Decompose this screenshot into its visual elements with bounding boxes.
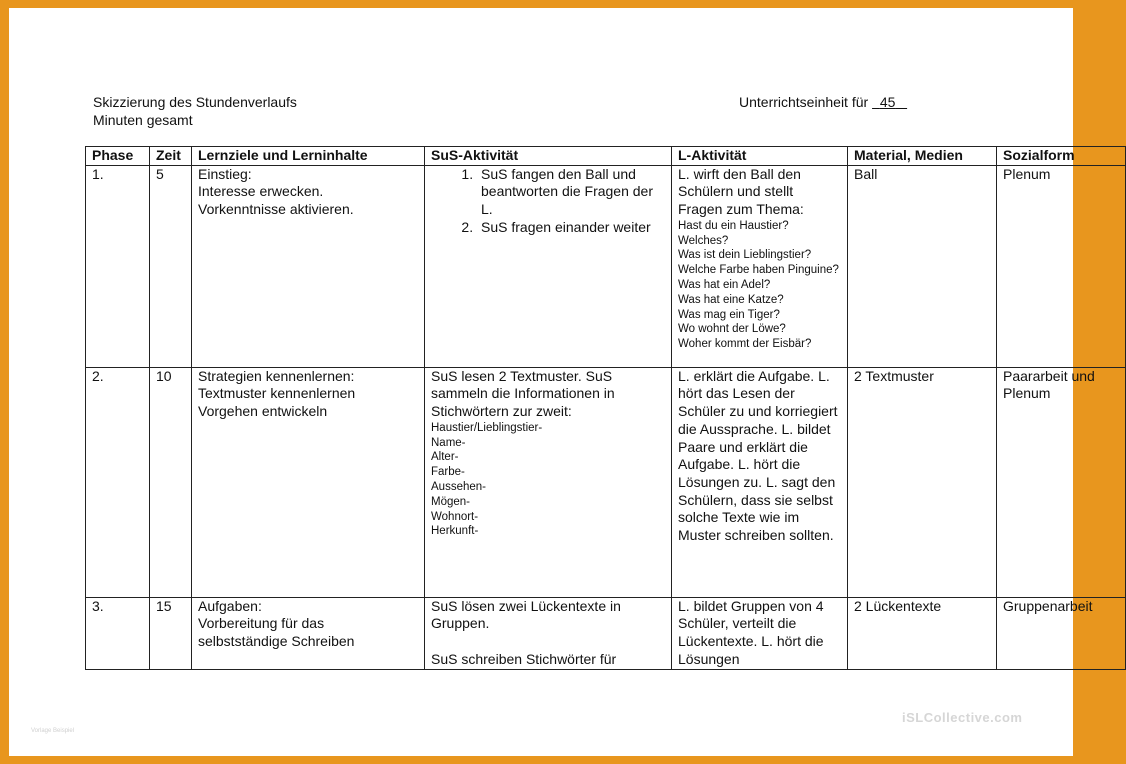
lernziele-cell: Strategien kennenlernen: Textmuster kennenlernen Vorgehen entwickeln bbox=[192, 367, 425, 597]
lernziele-cell: Aufgaben: Vorbereitung für das selbstständige Schreiben bbox=[192, 597, 425, 669]
watermark-logo: iSLCollective.com bbox=[902, 710, 1023, 725]
column-header: L-Aktivität bbox=[672, 147, 848, 166]
phase-cell: 2. bbox=[86, 367, 150, 597]
zeit-cell: 5 bbox=[150, 165, 192, 367]
table-header-row bbox=[86, 147, 1126, 166]
teacher-questions: Hast du ein Haustier? Welches? Was ist dein Lieblingstier? Welche Farbe haben Pinguine? Was hat ein Adel? Was hat eine Katze? Was mag ein Tiger? Wo wohnt der Löwe? Woher kommt der Eisbär? bbox=[678, 219, 839, 351]
document-page bbox=[9, 8, 1095, 756]
phase-cell: 3. bbox=[86, 597, 150, 669]
zeit-cell: 10 bbox=[150, 367, 192, 597]
zeit-cell: 15 bbox=[150, 597, 192, 669]
column-header: Zeit bbox=[150, 147, 192, 166]
lernziele-cell: Einstieg: Interesse erwecken. Vorkenntnisse aktivieren. bbox=[192, 165, 425, 367]
table-row bbox=[86, 597, 1126, 669]
heading-line-1: Skizzierung des Stundenverlaufs bbox=[93, 94, 297, 110]
l-activity-cell: L. erklärt die Aufgabe. L. hört das Lesen der Schüler zu und korriegiert die Aussprache. L. bildet Paare und erklärt die Aufgabe. L. hört die Lösungen zu. L. sagt den Schülern, dass sie selbst solche Texte wie im Muster schreiben sollten. bbox=[672, 367, 848, 597]
lesson-plan-table bbox=[85, 146, 1126, 670]
unit-duration bbox=[739, 93, 907, 111]
material-cell: 2 Textmuster bbox=[848, 367, 997, 597]
material-cell: Ball bbox=[848, 165, 997, 367]
table-row bbox=[86, 165, 1126, 367]
lesson-plan-table-wrapper bbox=[85, 146, 1095, 668]
l-activity-cell: L. wirft den Ball den Schülern und stellt Fragen zum Thema: Hast du ein Haustier? Welches? Was ist dein Lieblingstier? Welche Farbe haben Pinguine? Was hat ein Adel? Was hat eine Katze? Was mag ein Tiger? Wo wohnt der Löwe? Woher kommt der Eisbär? bbox=[672, 165, 848, 367]
column-header: Sozialform bbox=[997, 147, 1126, 166]
sus-activity-list bbox=[431, 166, 665, 237]
column-header: Lernziele und Lerninhalte bbox=[192, 147, 425, 166]
list-item: 2. SuS fragen einander weiter bbox=[477, 219, 665, 237]
phase-cell: 1. bbox=[86, 165, 150, 367]
sozialform-cell: Paararbeit und Plenum bbox=[997, 367, 1126, 597]
sus-activity-cell: SuS lösen zwei Lückentexte in Gruppen. SuS schreiben Stichwörter für bbox=[425, 597, 672, 669]
column-header: SuS-Aktivität bbox=[425, 147, 672, 166]
material-cell: 2 Lückentexte bbox=[848, 597, 997, 669]
sus-activity-cell: SuS lesen 2 Textmuster. SuS sammeln die Informationen in Stichwörtern zur zweit: Haustier/Lieblingstier- Name- Alter- Farbe- Aussehen- Mögen- Wohnort- Herkunft- bbox=[425, 367, 672, 597]
column-header: Material, Medien bbox=[848, 147, 997, 166]
sozialform-cell: Gruppenarbeit bbox=[997, 597, 1126, 669]
watermark-small: Vorlage Beispiel bbox=[31, 728, 75, 734]
sozialform-cell: Plenum bbox=[997, 165, 1126, 367]
table-row bbox=[86, 367, 1126, 597]
list-item: 1. SuS fangen den Ball und beantworten die Fragen der L. bbox=[477, 166, 665, 219]
keyword-list: Haustier/Lieblingstier- Name- Alter- Farbe- Aussehen- Mögen- Wohnort- Herkunft- bbox=[431, 421, 543, 538]
column-header: Phase bbox=[86, 147, 150, 166]
heading-line-2: Minuten gesamt bbox=[93, 112, 193, 128]
lesson-plan-heading bbox=[93, 93, 297, 129]
unit-duration-value: 45 bbox=[879, 94, 896, 110]
unit-duration-label: Unterrichtseinheit für bbox=[739, 94, 869, 110]
l-activity-cell: L. bildet Gruppen von 4 Schüler, verteilt die Lückentexte. L. hört die Lösungen bbox=[672, 597, 848, 669]
sus-activity-cell bbox=[425, 165, 672, 367]
